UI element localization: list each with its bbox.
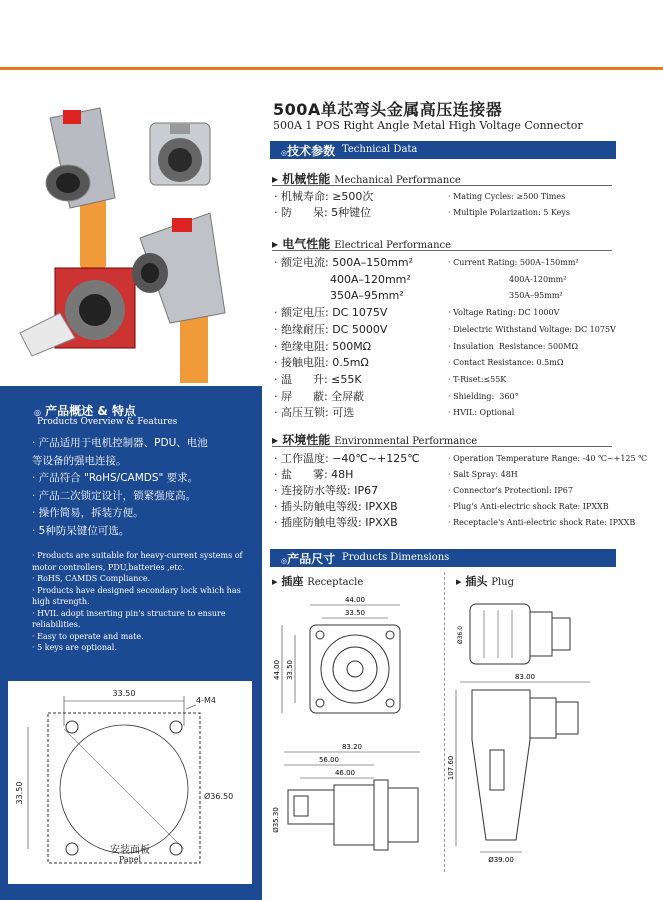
overview-row-zh: · 产品适用于电机控制器、PDU、电池 [32, 437, 208, 449]
page-title: 500A单芯弯头金属高压连接器 [273, 100, 503, 119]
electrical-row-en: · HVIL: Optional [448, 408, 515, 418]
environmental-row-en: · Salt Spray: 48H [448, 470, 518, 479]
environmental-row-zh: · 连接防水等级: IP67 [274, 484, 379, 497]
dimensions-en: Products Dimensions [342, 552, 450, 563]
overview-row-zh: · 产品二次锁定设计，锁紧强度高。 [32, 489, 197, 502]
environmental-row-en: · Plug's Anti-electric shock Rate: IPXXB [448, 502, 609, 511]
electrical-row-zh: · 屏 蔽: 全屏蔽 [274, 389, 365, 403]
panel-drawing [8, 681, 252, 884]
product-photo [0, 88, 262, 386]
overview-row-en: reliabilities. [32, 620, 81, 629]
panel-dia: Ø36.50 [204, 792, 234, 801]
panel-dim-h: 33.50 [15, 781, 24, 805]
overview-row-zh: · 产品符合 "RoHS/CAMDS" 要求。 [32, 472, 199, 484]
plug-top-dim: Ø36.0 [457, 625, 464, 645]
electrical-row-en: · Dielectric Withstand Voltage: DC 1075V [448, 324, 616, 334]
environmental-row-en: · Operation Temperature Range: -40 ℃~+125 ℃ [448, 454, 648, 463]
electrical-row-en: 350A–95mm² [448, 291, 563, 301]
spec-column [270, 0, 663, 900]
electrical-row-en: 400A-120mm² [448, 274, 567, 284]
overview-row-zh: 等设备的强电连接。 [32, 454, 127, 467]
overview-row-zh: · 操作简易，拆装方便。 [32, 507, 144, 519]
environmental-row-zh: · 盐 雾: 48H [274, 468, 354, 481]
page-subtitle: 500A 1 POS Right Angle Metal High Voltage Connector [273, 119, 583, 132]
technical-zh: ◎技术参数 [281, 144, 336, 158]
electrical-row-en: · Contact Resistance: 0.5mΩ [448, 358, 564, 368]
electrical-header: ▸ 电气性能 Electrical Performance [272, 233, 612, 251]
mechanical-row-zh: · 防 呆: 5种键位 [274, 206, 372, 219]
environmental-row-zh: · 工作温度: −40℃~+125℃ [274, 452, 420, 465]
receptacle-drawing [270, 590, 445, 880]
rec-h2: 33.50 [286, 659, 294, 681]
overview-row-en: · 5 keys are optional. [32, 643, 117, 652]
overview-subtitle: Products Overview & Features [37, 417, 178, 427]
dimensions-bar [270, 549, 616, 567]
overview-row-en: motor controllers, PDU,batteries ,etc. [32, 562, 185, 572]
mechanical-row-en: · Multiple Polarization: 5 Keys [448, 208, 571, 217]
electrical-row-en: · T-Riset:≤55K [448, 374, 507, 384]
plug-h: 107.60 [447, 755, 455, 781]
electrical-row-en: · Insulation Resistance: 500MΩ [448, 341, 579, 351]
overview-row-en: · RoHS, CAMDS Compliance. [32, 574, 151, 583]
environmental-row-en: · Receptacle's Anti-electric shock Rate: IPXXB [448, 518, 636, 527]
electrical-row-zh: · 高压互锁: 可选 [274, 406, 355, 420]
overview-row-en: · Products are suitable for heavy-current systems of [32, 551, 243, 560]
environmental-header: ▸ 环境性能 Environmental Performance [272, 429, 612, 447]
receptacle-title: ▸ 插座 Receptacle [272, 575, 364, 588]
mechanical-row-en: · Mating Cycles: ≥500 Times [448, 192, 566, 201]
electrical-row-zh: · 绝缘耐压: DC 5000V [274, 322, 388, 336]
electrical-row-zh: · 温 升: ≤55K [274, 372, 362, 386]
technical-bar [270, 141, 616, 159]
rec-l2: 56.00 [318, 756, 340, 764]
overview-panel [0, 386, 262, 900]
mechanical-header: ▸ 机械性能 Mechanical Performance [272, 168, 612, 186]
panel-holes: 4-M4 [196, 696, 216, 705]
plug-d: Ø39.00 [488, 856, 514, 864]
rec-d: Ø35.30 [272, 807, 280, 833]
panel-dim-w: 33.50 [112, 689, 136, 698]
overview-row-en: high strength. [32, 597, 90, 606]
electrical-row-zh: · 额定电流: 500A–150mm² [274, 256, 414, 269]
environmental-row-zh: · 插座防触电等级: IPXXB [274, 516, 398, 529]
plug-w: 83.00 [514, 673, 536, 681]
electrical-row-zh: 400A–120mm² [274, 272, 411, 286]
rec-w2: 33.50 [344, 609, 366, 617]
electrical-row-zh: · 绝缘电阻: 500MΩ [274, 339, 372, 353]
rec-w1: 44.00 [344, 596, 366, 604]
rec-l1: 83.20 [341, 743, 363, 751]
rec-l3: 46.00 [334, 769, 356, 777]
environmental-row-en: · Connector's Protectionl: IP67 [448, 486, 573, 495]
overview-row-en: · Easy to operate and mate. [32, 631, 144, 641]
electrical-row-en: · Current Rating: 500A–150mm² [448, 258, 579, 267]
electrical-row-en: · Voltage Rating: DC 1000V [448, 308, 560, 318]
overview-title: ◎ 产品概述 & 特点 [34, 404, 136, 418]
rec-h1: 44.00 [273, 659, 281, 681]
electrical-row-en: · Shielding: 360° [448, 391, 519, 401]
overview-row-en: · HVIL adopt inserting pin's structure to ensure [32, 608, 226, 618]
panel-label-zh: 安装面板 [110, 845, 150, 856]
technical-en: Technical Data [342, 144, 418, 155]
electrical-row-zh: 350A–95mm² [274, 289, 404, 303]
electrical-row-zh: · 接触电阻: 0.5mΩ [274, 356, 369, 370]
overview-row-en: · Products have designed secondary lock which has [32, 585, 241, 595]
panel-label-en: Panel [118, 855, 142, 864]
environmental-row-zh: · 插头防触电等级: IPXXB [274, 500, 398, 513]
plug-drawing [447, 590, 620, 880]
electrical-row-zh: · 额定电压: DC 1075V [274, 306, 388, 320]
dimensions-zh: ◎产品尺寸 [281, 552, 336, 566]
overview-row-zh: · 5种防呆键位可选。 [32, 524, 130, 537]
plug-title: ▸ 插头 Plug [456, 575, 514, 588]
mechanical-row-zh: · 机械寿命: ≥500次 [274, 190, 374, 203]
